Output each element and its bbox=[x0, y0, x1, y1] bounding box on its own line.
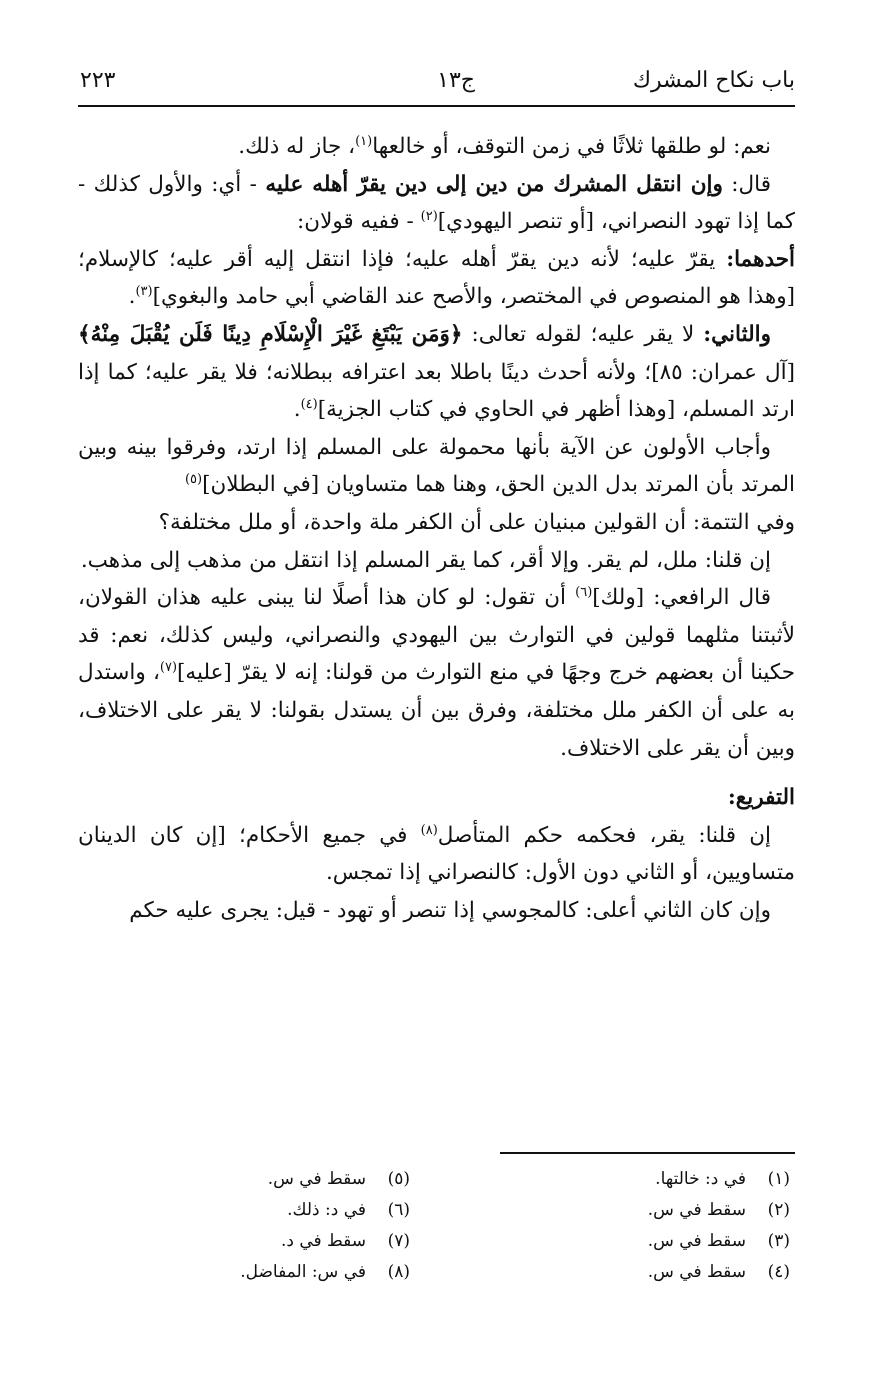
section-label: والثاني: bbox=[703, 321, 771, 347]
footnote: (١)في د: خالتها. bbox=[655, 1169, 790, 1189]
page-number: ٢٢٣ bbox=[80, 68, 116, 93]
section-heading: التفريع: bbox=[727, 785, 795, 811]
paragraph: قال: وإن انتقل المشرك من دين إلى دين يقرّ أهله عليه - أي: والأول كذلك - كما إذا تهود النصراني، [أو تنصر اليهودي]$^{(٢)}$ - ففيه قولان: bbox=[78, 171, 795, 235]
footnote: (٨)في س: المفاضل. bbox=[240, 1262, 410, 1282]
footnote-ref: (٢) bbox=[420, 209, 438, 225]
paragraph: إن قلنا: ملل، لم يقر. وإلا أقر، كما يقر المسلم إذا انتقل من مذهب إلى مذهب. bbox=[80, 547, 771, 573]
footnote-rule bbox=[500, 1152, 795, 1154]
paragraph: نعم: لو طلقها ثلاثًا في زمن التوقف، أو خالعها$^{(١)}$، جاز له ذلك. bbox=[238, 133, 771, 159]
footnote-ref: (٦) bbox=[575, 584, 593, 600]
paragraph: أحدهما: يقرّ عليه؛ لأنه دين يقرّ أهله عليه؛ فإذا انتقل إليه أقر عليه؛ كالإسلام؛ [وهذا هو المنصوص في المختصر، والأصح عند القاضي أبي حامد والبغوي]$^{(٣)}$. bbox=[78, 246, 795, 310]
footnote-ref: (٥) bbox=[184, 472, 203, 488]
header-rule bbox=[78, 105, 795, 107]
footnote-ref: (٣) bbox=[135, 284, 153, 300]
paragraph: وإن كان الثاني أعلى: كالمجوسي إذا تنصر أو تهود - قيل: يجرى عليه حكم bbox=[129, 897, 771, 923]
section-label: أحدهما: bbox=[726, 246, 795, 272]
footnote: (٧)سقط في د. bbox=[280, 1231, 410, 1251]
chapter-title: باب نكاح المشرك bbox=[632, 68, 795, 93]
footnote-ref: (٨) bbox=[420, 822, 438, 838]
footnote: (٤)سقط في س. bbox=[647, 1262, 790, 1282]
footnote-ref: (٧) bbox=[159, 660, 178, 676]
paragraph: وأجاب الأولون عن الآية بأنها محمولة على المسلم إذا ارتد، وفرقوا بينه وبين المرتد بأن المرتد بدل الدين الحق، وهنا هما متساويان [في البطلان]$^{(٥)}$ bbox=[78, 434, 795, 498]
footnote: (٦)في د: ذلك. bbox=[287, 1200, 410, 1220]
footnote-ref: (١) bbox=[355, 133, 373, 149]
volume-number: ج١٣ bbox=[437, 68, 475, 93]
paragraph: والثاني: لا يقر عليه؛ لقوله تعالى: ﴿وَمَن يَبْتَغِ غَيْرَ الْإِسْلَامِ دِينًا فَلَن يُقْبَلَ مِنْهُ﴾ [آل عمران: ٨٥]؛ ولأنه أحدث دينًا باطلا بعد اعترافه ببطلانه؛ فلا يقر عليه؛ كما إذا ارتد المسلم، [وهذا أظهر في الحاوي في كتاب الجزية]$^{(٤)}$. bbox=[78, 321, 795, 423]
running-header bbox=[80, 66, 795, 104]
footnote: (٢)سقط في س. bbox=[647, 1200, 790, 1220]
quran-verse: ﴿وَمَن يَبْتَغِ غَيْرَ الْإِسْلَامِ دِينًا فَلَن يُقْبَلَ مِنْهُ﴾ bbox=[78, 321, 463, 347]
paragraph: إن قلنا: يقر، فحكمه حكم المتأصل$^{(٨)}$ في جميع الأحكام؛ [إن كان الدينان متساويين، أو الثاني دون الأول: كالنصراني إذا تمجس. bbox=[78, 822, 795, 886]
footnotes-column-right bbox=[460, 1164, 790, 1288]
main-text bbox=[78, 128, 795, 1148]
paragraph: وفي التتمة: أن القولين مبنيان على أن الكفر ملة واحدة، أو ملل مختلفة؟ bbox=[158, 509, 795, 535]
footnote-ref: (٤) bbox=[300, 397, 318, 412]
footnote: (٣)سقط في س. bbox=[647, 1231, 790, 1251]
footnote: (٥)سقط في س. bbox=[267, 1169, 410, 1189]
matn-text: وإن انتقل المشرك من دين إلى دين يقرّ أهله عليه bbox=[265, 171, 723, 197]
paragraph: قال الرافعي: [ولك]$^{(٦)}$ أن تقول: لو كان هذا أصلًا لنا يبنى عليه هذان القولان، لأثبتنا مثلهما قولين في التوارث بين اليهودي والنصراني، وليس كذلك، نعم: قد حكينا أن بعضهم خرج وجهًا في منع التوارث من قولنا: إنه لا يقرّ [عليه]$^{(٧)}$، واستدل به على أن الكفر ملل مختلفة، وفرق بين أن يستدل بقولنا: لا يقر على الاختلاف، وبين أن يقر على الاختلاف. bbox=[78, 584, 795, 761]
footnotes-column-left bbox=[80, 1164, 410, 1288]
